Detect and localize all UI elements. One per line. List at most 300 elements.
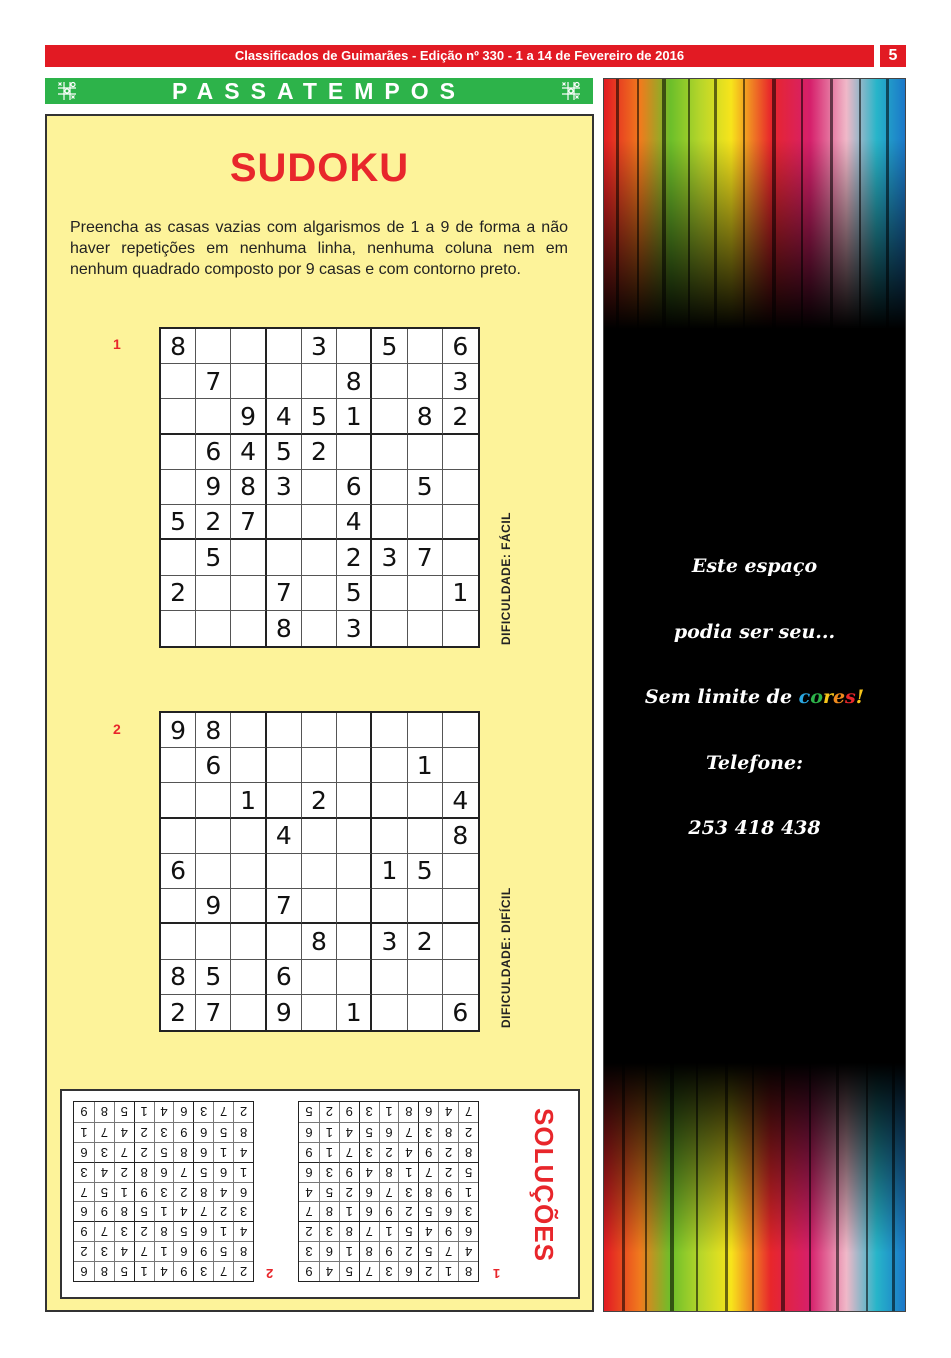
sudoku-cell: 9 [299,1142,319,1162]
sudoku-cell: 9 [196,889,231,924]
solutions-title: SOLUÇÕES [529,1108,559,1262]
sudoku-cell: 8 [379,1162,399,1182]
sudoku-cell: 2 [134,1221,154,1241]
sudoku-cell [267,783,302,818]
sudoku-cell [231,364,266,399]
puzzle-number: 1 [113,336,121,352]
sudoku-cell: 2 [302,783,337,818]
rainbow-streaks-top [604,79,906,329]
sudoku-cell [302,611,337,646]
sudoku-cell: 5 [359,1122,379,1142]
sudoku-cell: 8 [418,1182,438,1202]
sudoku-cell: 3 [193,1102,213,1122]
sudoku-cell: 3 [319,1221,339,1241]
difficulty-label: DIFICULDADE: DIFÍCIL [499,887,513,1028]
sudoku-cell [443,854,478,889]
sudoku-cell [337,854,372,889]
sudoku-cell [408,819,443,854]
sudoku-cell: 8 [94,1102,114,1122]
sudoku-cell [267,924,302,959]
sudoku-cell: 5 [398,1221,418,1241]
ad-line: Este espaço [691,555,818,577]
sudoku-cell: 3 [418,1122,438,1142]
sudoku-cell [372,995,407,1030]
sudoku-cell [372,783,407,818]
rainbow-streaks-bottom [604,1063,906,1312]
sudoku-cell: 3 [233,1201,253,1221]
sudoku-cell [267,540,302,575]
sudoku-cell: 2 [161,995,196,1030]
sudoku-cell: 9 [161,713,196,748]
sudoku-cell: 1 [339,1241,359,1261]
sudoku-cell: 5 [114,1102,134,1122]
sudoku-cell [161,435,196,470]
sudoku-cell [302,889,337,924]
sudoku-cell [372,748,407,783]
sudoku-cell [337,748,372,783]
sudoku-cell: 4 [319,1261,339,1281]
sudoku-cell: 5 [372,329,407,364]
sudoku-cell [196,576,231,611]
sudoku-cell: 3 [458,1201,478,1221]
sudoku-cell: 7 [267,889,302,924]
sudoku-cell [161,819,196,854]
sudoku-cell: 2 [337,540,372,575]
tic-tac-toe-icon [56,80,78,102]
sudoku-cell [408,329,443,364]
ad-line [603,681,906,747]
sudoku-cell: 8 [196,713,231,748]
sudoku-cell: 2 [418,1261,438,1281]
sudoku-cell: 2 [458,1122,478,1142]
sudoku-cell: 2 [74,1241,94,1261]
sudoku-cell: 3 [114,1221,134,1241]
sudoku-cell: 2 [398,1241,418,1261]
sudoku-cell: 7 [379,1182,399,1202]
sudoku-cell: 1 [337,995,372,1030]
sudoku-cell [196,329,231,364]
sudoku-cell [231,960,266,995]
sudoku-cell: 2 [114,1162,134,1182]
sudoku-cell [302,713,337,748]
sudoku-cell: 6 [418,1102,438,1122]
difficulty-label: DIFICULDADE: FÁCIL [499,512,513,645]
sudoku-cell: 4 [398,1142,418,1162]
sudoku-cell: 1 [458,1182,478,1202]
sudoku-cell: 4 [213,1182,233,1202]
sudoku-cell: 8 [438,1122,458,1142]
sudoku-cell: 9 [94,1201,114,1221]
sudoku-cell: 5 [458,1162,478,1182]
sudoku-cell: 7 [408,540,443,575]
sudoku-cell: 7 [134,1241,154,1261]
sudoku-cell: 6 [337,470,372,505]
sudoku-cell: 7 [418,1162,438,1182]
solution-number: 1 [493,1266,501,1281]
sudoku-cell: 4 [458,1241,478,1261]
sudoku-cell [267,364,302,399]
sudoku-cell [337,713,372,748]
sudoku-cell [337,435,372,470]
sudoku-cell: 7 [458,1102,478,1122]
sudoku-cell: 2 [299,1221,319,1241]
sudoku-cell: 3 [299,1241,319,1261]
sudoku-cell: 6 [196,435,231,470]
sudoku-cell [408,505,443,540]
sudoku-cell: 4 [114,1241,134,1261]
sudoku-cell [161,748,196,783]
sudoku-cell: 9 [193,1241,213,1261]
sudoku-cell: 2 [161,576,196,611]
solution-number: 2 [266,1266,274,1281]
sudoku-cell: 5 [213,1122,233,1142]
sudoku-cell: 6 [438,1201,458,1221]
sudoku-cell: 2 [319,1102,339,1122]
sudoku-cell: 8 [319,1201,339,1221]
sudoku-cell: 9 [173,1261,193,1281]
ad-line: Telefone: [705,751,804,774]
sudoku-cell [231,713,266,748]
sudoku-cell: 5 [161,505,196,540]
sudoku-cell: 6 [458,1221,478,1241]
sudoku-cell: 4 [154,1261,174,1281]
sudoku-cell: 7 [359,1221,379,1241]
sudoku-cell [161,783,196,818]
sudoku-cell: 1 [114,1182,134,1202]
sudoku-cell: 2 [233,1261,253,1281]
sudoku-cell: 2 [443,399,478,434]
sudoku-grid-easy [159,327,480,648]
sudoku-cell: 1 [213,1221,233,1241]
sudoku-cell [443,435,478,470]
sudoku-cell [302,576,337,611]
sudoku-cell [372,576,407,611]
sudoku-cell: 2 [134,1122,154,1142]
sudoku-cell: 9 [299,1261,319,1281]
sudoku-cell: 7 [94,1221,114,1241]
sudoku-cell: 2 [339,1182,359,1202]
sudoku-cell: 4 [233,1142,253,1162]
sudoku-cell: 5 [408,854,443,889]
sudoku-cell: 4 [359,1162,379,1182]
sudoku-cell [408,995,443,1030]
sudoku-cell [196,819,231,854]
sudoku-cell: 9 [267,995,302,1030]
sudoku-cell [372,470,407,505]
sudoku-cell [161,540,196,575]
sudoku-cell: 5 [196,960,231,995]
sudoku-cell [408,783,443,818]
sudoku-cell: 2 [233,1102,253,1122]
ad-line: podia ser seu... [673,620,836,643]
sudoku-cell: 3 [359,1102,379,1122]
sudoku-cell: 5 [213,1241,233,1261]
sudoku-cell: 8 [114,1201,134,1221]
puzzle-instructions: Preencha as casas vazias com algarismos de 1 a 9 de forma a não haver repetições em nenhuma linha, nenhuma coluna nem em nenhum quadrado composto por 9 casas e com contorno preto. [70,219,568,278]
sudoku-cell: 4 [267,819,302,854]
sudoku-cell: 1 [233,1162,253,1182]
sudoku-cell: 3 [154,1182,174,1202]
sudoku-cell: 1 [134,1102,154,1122]
sudoku-cell: 8 [302,924,337,959]
sudoku-cell: 5 [305,1104,313,1120]
sudoku-cell: 8 [443,819,478,854]
sudoku-cell: 1 [379,1221,399,1241]
sudoku-cell: 3 [379,1261,399,1281]
sudoku-cell: 6 [233,1182,253,1202]
sudoku-cell [196,399,231,434]
puzzle-title: SUDOKU [229,146,410,190]
solution-grid-1 [298,1101,479,1282]
sudoku-cell [408,713,443,748]
sudoku-cell: 7 [213,1102,233,1122]
sudoku-cell: 5 [154,1142,174,1162]
sudoku-cell [196,611,231,646]
sudoku-cell: 9 [74,1221,94,1241]
sudoku-cell: 5 [114,1261,134,1281]
sudoku-cell: 3 [372,924,407,959]
sudoku-cell: 9 [438,1182,458,1202]
sudoku-cell [443,470,478,505]
sudoku-cell: 2 [134,1142,154,1162]
sudoku-cell [302,995,337,1030]
sudoku-cell [443,540,478,575]
sudoku-cell: 6 [193,1142,213,1162]
sudoku-cell: 3 [398,1182,418,1202]
sudoku-cell: 3 [267,470,302,505]
sudoku-cell [408,576,443,611]
sudoku-cell: 7 [213,1261,233,1281]
sudoku-cell [372,889,407,924]
sudoku-cell: 8 [398,1102,418,1122]
sudoku-cell: 2 [438,1162,458,1182]
sudoku-cell [443,505,478,540]
sudoku-cell [302,364,337,399]
sudoku-cell: 6 [161,854,196,889]
sudoku-cell [302,540,337,575]
sudoku-cell [337,889,372,924]
sudoku-cell: 7 [173,1162,193,1182]
sudoku-cell: 1 [372,854,407,889]
sudoku-cell: 5 [418,1201,438,1221]
page-number: 5 [880,45,906,67]
sudoku-cell: 1 [398,1162,418,1182]
sudoku-cell: 2 [302,435,337,470]
sudoku-cell: 7 [114,1142,134,1162]
sudoku-cell [231,611,266,646]
sudoku-cell [443,611,478,646]
sudoku-cell [302,819,337,854]
sudoku-cell: 8 [134,1162,154,1182]
sudoku-cell: 6 [193,1122,213,1142]
sudoku-cell [267,748,302,783]
sudoku-cell: 7 [196,995,231,1030]
sudoku-cell [443,960,478,995]
sudoku-cell: 4 [418,1221,438,1241]
sudoku-cell: 7 [299,1201,319,1221]
sudoku-cell: 5 [319,1182,339,1202]
sudoku-cell [337,329,372,364]
sudoku-cell [267,854,302,889]
sudoku-cell [372,960,407,995]
sudoku-cell: 8 [233,1241,253,1261]
sudoku-cell: 7 [74,1182,94,1202]
sudoku-cell [161,399,196,434]
sudoku-cell: 8 [339,1221,359,1241]
sudoku-cell: 1 [154,1241,174,1261]
sudoku-cell [231,924,266,959]
sudoku-cell: 8 [193,1182,213,1202]
sudoku-cell [196,854,231,889]
sudoku-cell: 5 [173,1221,193,1241]
puzzle-number: 2 [113,721,121,737]
sudoku-cell [231,576,266,611]
sudoku-cell: 9 [173,1122,193,1142]
sudoku-cell [161,364,196,399]
sudoku-cell [231,889,266,924]
sudoku-cell: 3 [302,329,337,364]
sudoku-cell: 4 [233,1221,253,1241]
sudoku-cell [408,889,443,924]
sudoku-cell: 4 [154,1102,174,1122]
sudoku-cell: 2 [173,1182,193,1202]
tic-tac-toe-icon [560,80,582,102]
sudoku-cell: 9 [196,470,231,505]
sudoku-cell [196,783,231,818]
sudoku-cell: 1 [319,1122,339,1142]
sudoku-cell: 8 [231,470,266,505]
sudoku-cell: 4 [94,1162,114,1182]
sudoku-cell: 1 [443,576,478,611]
sudoku-cell: 7 [94,1122,114,1142]
sudoku-cell: 5 [267,435,302,470]
sudoku-cell: 2 [196,505,231,540]
sudoku-cell: 5 [193,1162,213,1182]
sudoku-cell: 6 [74,1201,94,1221]
sudoku-cell: 5 [302,399,337,434]
sudoku-cell: 7 [339,1142,359,1162]
sudoku-cell: 5 [339,1261,359,1281]
sudoku-cell: 3 [154,1122,174,1142]
ad-text [603,550,906,878]
sudoku-cell: 7 [193,1201,213,1221]
sudoku-cell: 6 [359,1182,379,1202]
sudoku-grid-hard [159,711,480,1032]
sudoku-cell: 9 [379,1201,399,1221]
sudoku-cell [443,924,478,959]
sudoku-cell: 8 [94,1261,114,1281]
sudoku-cell: 5 [134,1201,154,1221]
ad-phone: 253 418 438 [688,817,821,839]
sudoku-cell: 9 [339,1102,359,1122]
sudoku-cell [302,748,337,783]
sudoku-cell: 8 [161,960,196,995]
sudoku-cell [408,611,443,646]
sudoku-cell [337,924,372,959]
sudoku-cell: 6 [379,1122,399,1142]
sudoku-cell: 8 [267,611,302,646]
sudoku-cell [372,435,407,470]
sudoku-cell: 7 [438,1241,458,1261]
sudoku-cell: 2 [438,1142,458,1162]
sudoku-cell: 1 [337,399,372,434]
sudoku-cell: 6 [299,1122,319,1142]
sudoku-cell [372,819,407,854]
sudoku-cell: 2 [398,1201,418,1221]
sudoku-cell: 5 [196,540,231,575]
sudoku-cell: 4 [267,399,302,434]
sudoku-cell: 4 [339,1122,359,1142]
sudoku-cell: 5 [408,470,443,505]
sudoku-cell: 8 [458,1261,478,1281]
sudoku-cell: 1 [339,1201,359,1221]
sudoku-cell [372,364,407,399]
sudoku-cell: 3 [94,1142,114,1162]
sudoku-cell: 6 [193,1221,213,1241]
sudoku-cell: 3 [193,1261,213,1281]
sudoku-cell [302,470,337,505]
sudoku-cell: 8 [233,1122,253,1142]
sudoku-cell [161,889,196,924]
sudoku-cell: 8 [337,364,372,399]
sudoku-cell: 1 [154,1201,174,1221]
sudoku-cell: 4 [173,1201,193,1221]
sudoku-cell: 2 [379,1142,399,1162]
sudoku-cell: 1 [74,1122,94,1142]
sudoku-cell: 8 [161,329,196,364]
sudoku-cell: 3 [94,1241,114,1261]
sudoku-cell: 6 [213,1162,233,1182]
sudoku-cell: 3 [337,611,372,646]
sudoku-cell: 8 [408,399,443,434]
sudoku-cell: 3 [372,540,407,575]
sudoku-cell [231,854,266,889]
sudoku-cell [267,713,302,748]
sudoku-cell [372,713,407,748]
sudoku-cell: 9 [418,1142,438,1162]
solution-grid-2 [73,1101,254,1282]
sudoku-cell [337,783,372,818]
sudoku-cell [231,995,266,1030]
sudoku-cell: 9 [438,1221,458,1241]
sudoku-cell [408,960,443,995]
sudoku-cell: 3 [443,364,478,399]
sudoku-cell: 8 [458,1142,478,1162]
sudoku-cell [302,854,337,889]
sudoku-cell [372,505,407,540]
sudoku-cell: 7 [359,1261,379,1281]
sudoku-cell: 6 [443,329,478,364]
sudoku-cell: 7 [267,576,302,611]
sudoku-cell [231,540,266,575]
sudoku-cell: 6 [74,1142,94,1162]
sudoku-cell: 1 [231,783,266,818]
sudoku-cell: 4 [299,1182,319,1202]
section-title: PASSATEMPOS [45,78,593,104]
sudoku-cell: 3 [319,1162,339,1182]
sudoku-cell [267,505,302,540]
sudoku-cell [302,505,337,540]
sudoku-cell: 2 [408,924,443,959]
sudoku-cell: 6 [359,1201,379,1221]
sudoku-cell: 5 [94,1182,114,1202]
sudoku-cell: 6 [154,1162,174,1182]
sudoku-cell: 4 [337,505,372,540]
sudoku-cell [408,435,443,470]
sudoku-cell [161,611,196,646]
sudoku-cell [372,399,407,434]
sudoku-cell: 4 [438,1102,458,1122]
